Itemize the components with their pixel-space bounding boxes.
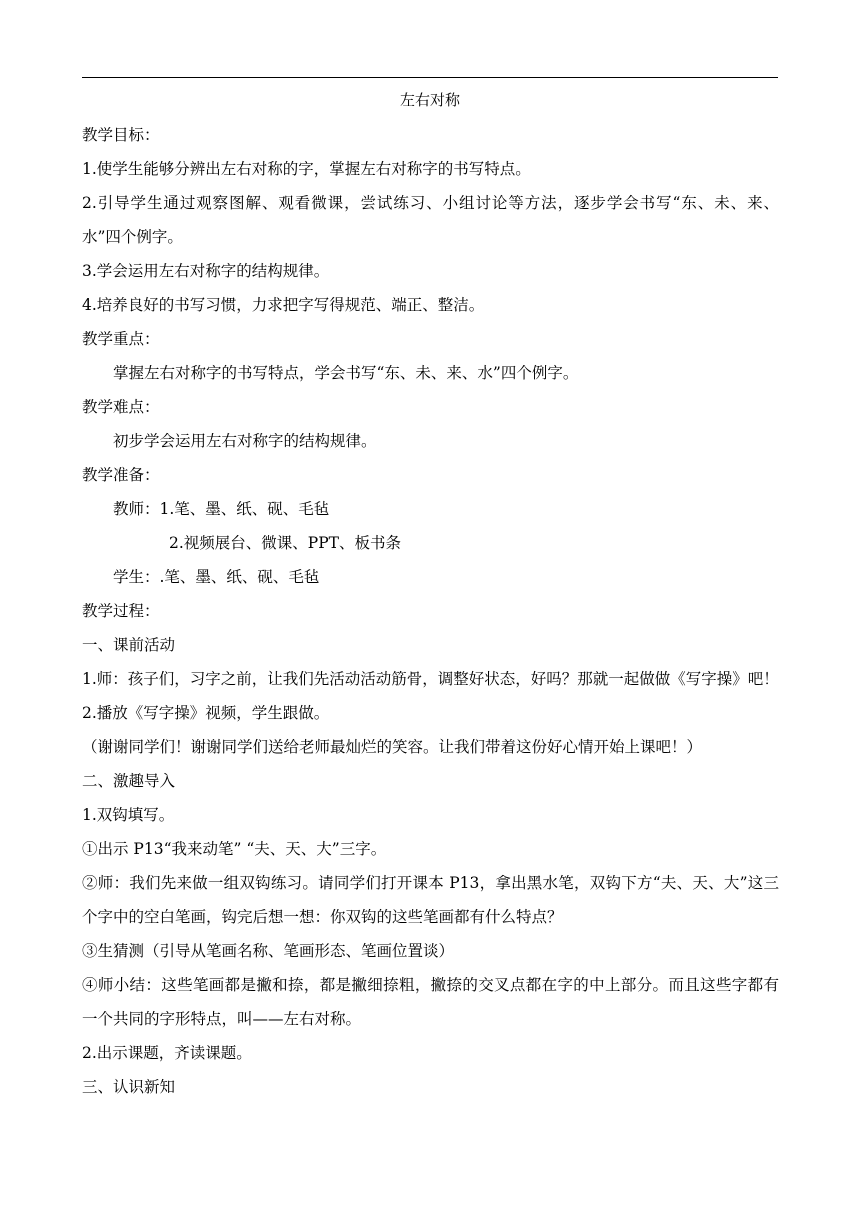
- document-body: [82, 118, 779, 1104]
- paragraph: ③生猜测（引导从笔画名称、笔画形态、笔画位置谈）: [82, 942, 455, 960]
- paragraph: 2.播放《写字操》视频，学生跟做。: [82, 704, 330, 722]
- paragraph: ②师：我们先来做一组双钩练习。请同学们打开课本 P13，拿出黑水笔，双钩下方“夫、天、大”这三个字中的空白笔画，钩完后想一想：你双钩的这些笔画都有什么特点？: [82, 874, 779, 926]
- paragraph: 初步学会运用左右对称字的结构规律。: [113, 432, 377, 450]
- subsection-heading: 三、认识新知: [82, 1078, 176, 1096]
- paragraph: ④师小结：这些笔画都是撇和捺，都是撇细捺粗，撇捺的交叉点都在字的中上部分。而且这些字都有一个共同的字形特点，叫——左右对称。: [82, 976, 779, 1028]
- section-heading: 教学重点：: [82, 330, 160, 348]
- subsection-heading: 一、课前活动: [82, 636, 176, 654]
- paragraph: 2.出示课题，齐读课题。: [82, 1044, 252, 1062]
- paragraph: 4.培养良好的书写习惯，力求把字写得规范、端正、整洁。: [82, 296, 485, 314]
- paragraph: 掌握左右对称字的书写特点，学会书写“东、未、来、水”四个例字。: [113, 364, 579, 382]
- list-item: 学生：.笔、墨、纸、砚、毛毡: [113, 568, 320, 586]
- header-rule: [82, 77, 778, 78]
- document-title: 左右对称: [399, 91, 460, 109]
- subsection-heading: 二、激趣导入: [82, 772, 176, 790]
- list-item: 2.视频展台、微课、PPT、板书条: [169, 534, 401, 552]
- paragraph: ①出示 P13“我来动笔” “夫、天、大”三字。: [82, 840, 387, 858]
- paragraph: 1.使学生能够分辨出左右对称的字，掌握左右对称字的书写特点。: [82, 160, 531, 178]
- section-heading: 教学难点：: [82, 398, 160, 416]
- paragraph: （谢谢同学们！谢谢同学们送给老师最灿烂的笑容。让我们带着这份好心情开始上课吧！）: [82, 738, 703, 756]
- section-heading: 教学过程：: [82, 602, 160, 620]
- paragraph: 2.引导学生通过观察图解、观看微课，尝试练习、小组讨论等方法，逐步学会书写“东、未、来、水”四个例字。: [82, 194, 779, 246]
- section-heading: 教学准备：: [82, 466, 160, 484]
- section-heading: 教学目标：: [82, 126, 160, 144]
- paragraph: 1.双钩填写。: [82, 806, 175, 824]
- paragraph: 1.师：孩子们，习字之前，让我们先活动活动筋骨，调整好状态，好吗？那就一起做做《写字操》吧！: [82, 670, 779, 688]
- paragraph: 3.学会运用左右对称字的结构规律。: [82, 262, 330, 280]
- list-item: 教师：1.笔、墨、纸、砚、毛毡: [113, 500, 330, 518]
